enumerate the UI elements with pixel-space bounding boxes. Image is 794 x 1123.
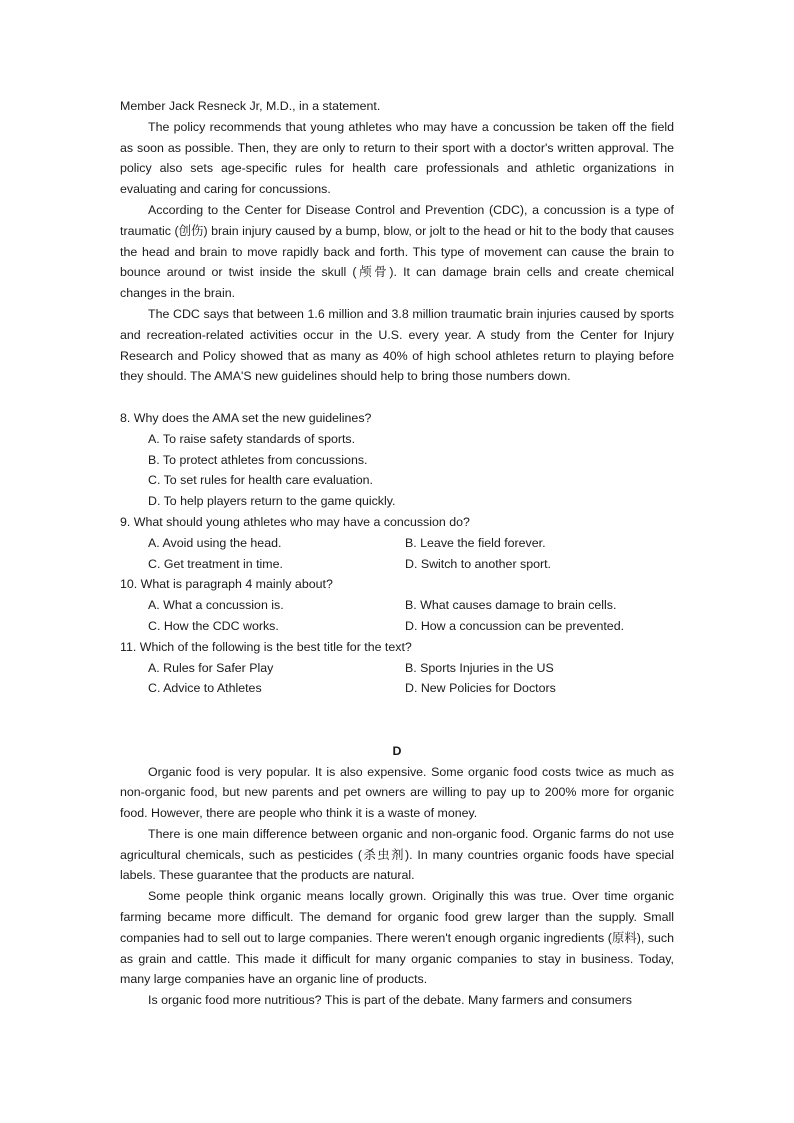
spacer (120, 699, 674, 741)
question-stem: 8. Why does the AMA set the new guidelines? (120, 410, 372, 425)
option-b: B. Sports Injuries in the US (405, 660, 554, 675)
option-a: A. Avoid using the head. (148, 535, 282, 550)
passage-c-paragraph-1: Member Jack Resneck Jr, M.D., in a statement. (120, 99, 381, 113)
option-c: C. Advice to Athletes (148, 681, 262, 696)
option-row (120, 595, 674, 616)
question-10 (120, 574, 674, 636)
option-row (120, 658, 674, 679)
option-d: D. Switch to another sport. (405, 556, 552, 571)
question-stem: 9. What should young athletes who may have a concussion do? (120, 514, 470, 529)
passage-d-paragraph-3: Some people think organic means locally grown. Originally this was true. Over time organic farming became more difficult. The demand for organic food grew larger than the supply. Small companies had to sell out to large companies. There weren't enough organic ingredients (原料), such as grain and cattle. This made it difficult for many organic companies to stay in business. Today, many large companies have an organic line of products. (120, 889, 674, 987)
option-a: A. Rules for Safer Play (148, 660, 274, 675)
passage-d-paragraph-2: There is one main difference between organic and non-organic food. Organic farms do not use agricultural chemicals, such as pesticides (杀虫剂). In many countries organic foods have special labels. These guarantee that the products are natural. (120, 826, 674, 883)
option-d: D. To help players return to the game quickly. (148, 494, 396, 509)
spacer (120, 387, 674, 408)
option-row (120, 554, 674, 575)
document-page (120, 96, 674, 1011)
question-stem: 11. Which of the following is the best title for the text? (120, 639, 412, 654)
option-row (120, 533, 674, 554)
passage-d-paragraph-4: Is organic food more nutritious? This is part of the debate. Many farmers and consumers (148, 993, 632, 1008)
passage-c-paragraph-2: The policy recommends that young athletes who may have a concussion be taken off the field as soon as possible. Then, they are only to return to their sport with a doctor's written approval. The policy also sets age-specific rules for health care professionals and athletic organizations in evaluating and caring for concussions. (120, 119, 674, 197)
option-b: B. Leave the field forever. (405, 535, 546, 550)
passage-c-paragraph-4: The CDC says that between 1.6 million and 3.8 million traumatic brain injuries caused by sports and recreation-related activities occur in the U.S. every year. A study from the Center for Injury Research and Policy showed that as many as 40% of high school athletes return to playing before they should. The AMA'S new guidelines should help to bring those numbers down. (120, 306, 674, 384)
question-8 (120, 408, 674, 512)
option-c: C. How the CDC works. (148, 618, 279, 633)
option-a: A. What a concussion is. (148, 598, 284, 613)
option-row (120, 616, 674, 637)
section-heading-d: D (392, 743, 402, 758)
option-row (120, 678, 674, 699)
option-a: A. To raise safety standards of sports. (148, 431, 356, 446)
question-9 (120, 512, 674, 574)
option-b: B. What causes damage to brain cells. (405, 598, 617, 613)
question-stem: 10. What is paragraph 4 mainly about? (120, 577, 333, 592)
option-c: C. Get treatment in time. (148, 556, 283, 571)
option-d: D. New Policies for Doctors (405, 681, 556, 696)
option-b: B. To protect athletes from concussions. (148, 452, 368, 467)
option-c: C. To set rules for health care evaluation. (148, 473, 373, 488)
passage-c-paragraph-3: According to the Center for Disease Control and Prevention (CDC), a concussion is a type of traumatic (创伤) brain injury caused by a bump, blow, or jolt to the head or hit to the body that causes the head and brain to move rapidly back and forth. This type of movement can cause the brain to bounce around or twist inside the skull (颅骨). It can damage brain cells and create chemical changes in the brain. (120, 202, 674, 301)
passage-d-paragraph-1: Organic food is very popular. It is also expensive. Some organic food costs twice as much as non-organic food, but new parents and pet owners are willing to pay up to 200% more for organic food. However, there are people who think it is a waste of money. (120, 764, 674, 821)
option-d: D. How a concussion can be prevented. (405, 618, 625, 633)
question-11 (120, 637, 674, 699)
